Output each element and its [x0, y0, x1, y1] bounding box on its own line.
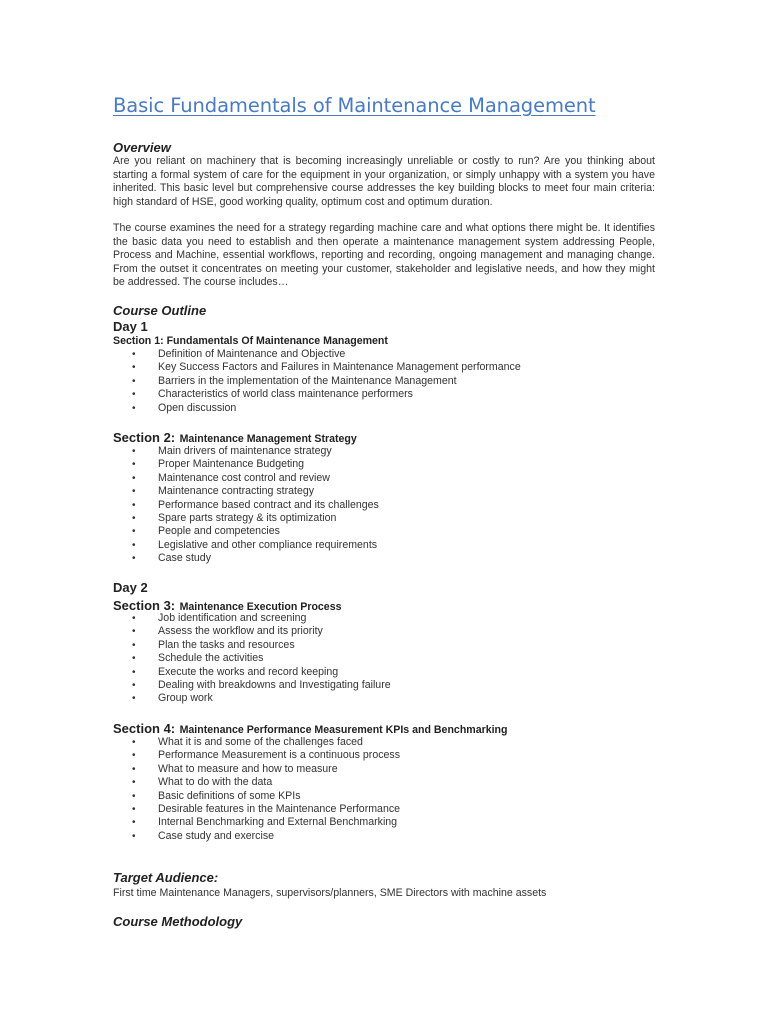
list-item: • Performance based contract and its challenges [132, 498, 379, 511]
list-item: • Group work [132, 692, 213, 705]
list-item: • Plan the tasks and resources [132, 638, 295, 651]
section-3-list [113, 612, 391, 706]
section-2-heading: Section 2: Maintenance Management Strategy [113, 430, 357, 445]
list-item: • Main drivers of maintenance strategy [132, 445, 332, 457]
list-item: • Maintenance cost control and review [132, 471, 330, 484]
list-item: • Execute the works and record keeping [132, 665, 339, 678]
list-item: • What to do with the data [132, 776, 273, 789]
list-item: • Desirable features in the Maintenance Performance [132, 802, 401, 815]
list-item: • Case study and exercise [132, 829, 275, 842]
section-1-heading: Section 1: Fundamentals Of Maintenance Management [113, 335, 388, 347]
list-item: • Assess the workflow and its priority [132, 625, 323, 638]
list-item: • Characteristics of world class maintenance performers [132, 388, 413, 401]
list-item: • Proper Maintenance Budgeting [132, 458, 305, 471]
list-item: • Dealing with breakdowns and Investigating failure [132, 678, 391, 691]
list-item: • People and competencies [132, 525, 280, 538]
list-item: • What to measure and how to measure [132, 762, 338, 775]
course-methodology-heading: Course Methodology [113, 914, 243, 929]
list-item: • Schedule the activities [132, 652, 264, 665]
list-item: • Performance Measurement is a continuous process [132, 749, 401, 762]
list-item: • Definition of Maintenance and Objective [132, 348, 346, 360]
section-4-list [113, 736, 400, 843]
list-item: • What it is and some of the challenges faced [132, 736, 363, 748]
day-1-heading: Day 1 [113, 319, 148, 334]
overview-paragraph-2: The course examines the need for a strategy regarding machine care and what options there might be. It identifies the basic data you need to establish and then operate a maintenance management system addressing People, Process and Machine, essential workflows, reporting and recording, ongoing management and managing change. From the outset it concentrates on meeting your customer, stakeholder and legislative needs, and how they might be addressed. The course includes… [113, 222, 655, 288]
course-outline-heading: Course Outline [113, 303, 207, 318]
list-item: • Barriers in the implementation of the Maintenance Management [132, 374, 457, 387]
list-item: • Basic definitions of some KPIs [132, 789, 301, 802]
overview-heading: Overview [113, 140, 171, 155]
target-audience-text: First time Maintenance Managers, supervisors/planners, SME Directors with machine assets [113, 887, 547, 899]
section-4-heading: Section 4: Maintenance Performance Measurement KPIs and Benchmarking [113, 721, 508, 736]
page-title[interactable]: Basic Fundamentals of Maintenance Management [113, 94, 596, 117]
overview-paragraph-1: Are you reliant on machinery that is becoming increasingly unreliable or costly to run? Are you thinking about starting a formal system of care for the equipment in your organization, or simply unhappy with a system you have inherited. This basic level but comprehensive course addresses the key building blocks to meet four main criteria: high standard of HSE, good working quality, optimum cost and optimum duration. [113, 155, 655, 208]
list-item: • Case study [132, 552, 211, 565]
list-item: • Internal Benchmarking and External Benchmarking [132, 816, 398, 829]
section-2-list [113, 445, 379, 566]
list-item: • Legislative and other compliance requirements [132, 538, 378, 551]
list-item: • Spare parts strategy & its optimization [132, 511, 337, 524]
list-item: • Maintenance contracting strategy [132, 485, 315, 498]
section-1-list [113, 348, 521, 415]
day-2-heading: Day 2 [113, 580, 148, 595]
list-item: • Key Success Factors and Failures in Maintenance Management performance [132, 361, 521, 374]
target-audience-heading: Target Audience: [113, 870, 219, 885]
section-3-heading: Section 3: Maintenance Execution Process [113, 598, 342, 613]
list-item: • Open discussion [132, 401, 237, 414]
list-item: • Job identification and screening [132, 612, 307, 624]
